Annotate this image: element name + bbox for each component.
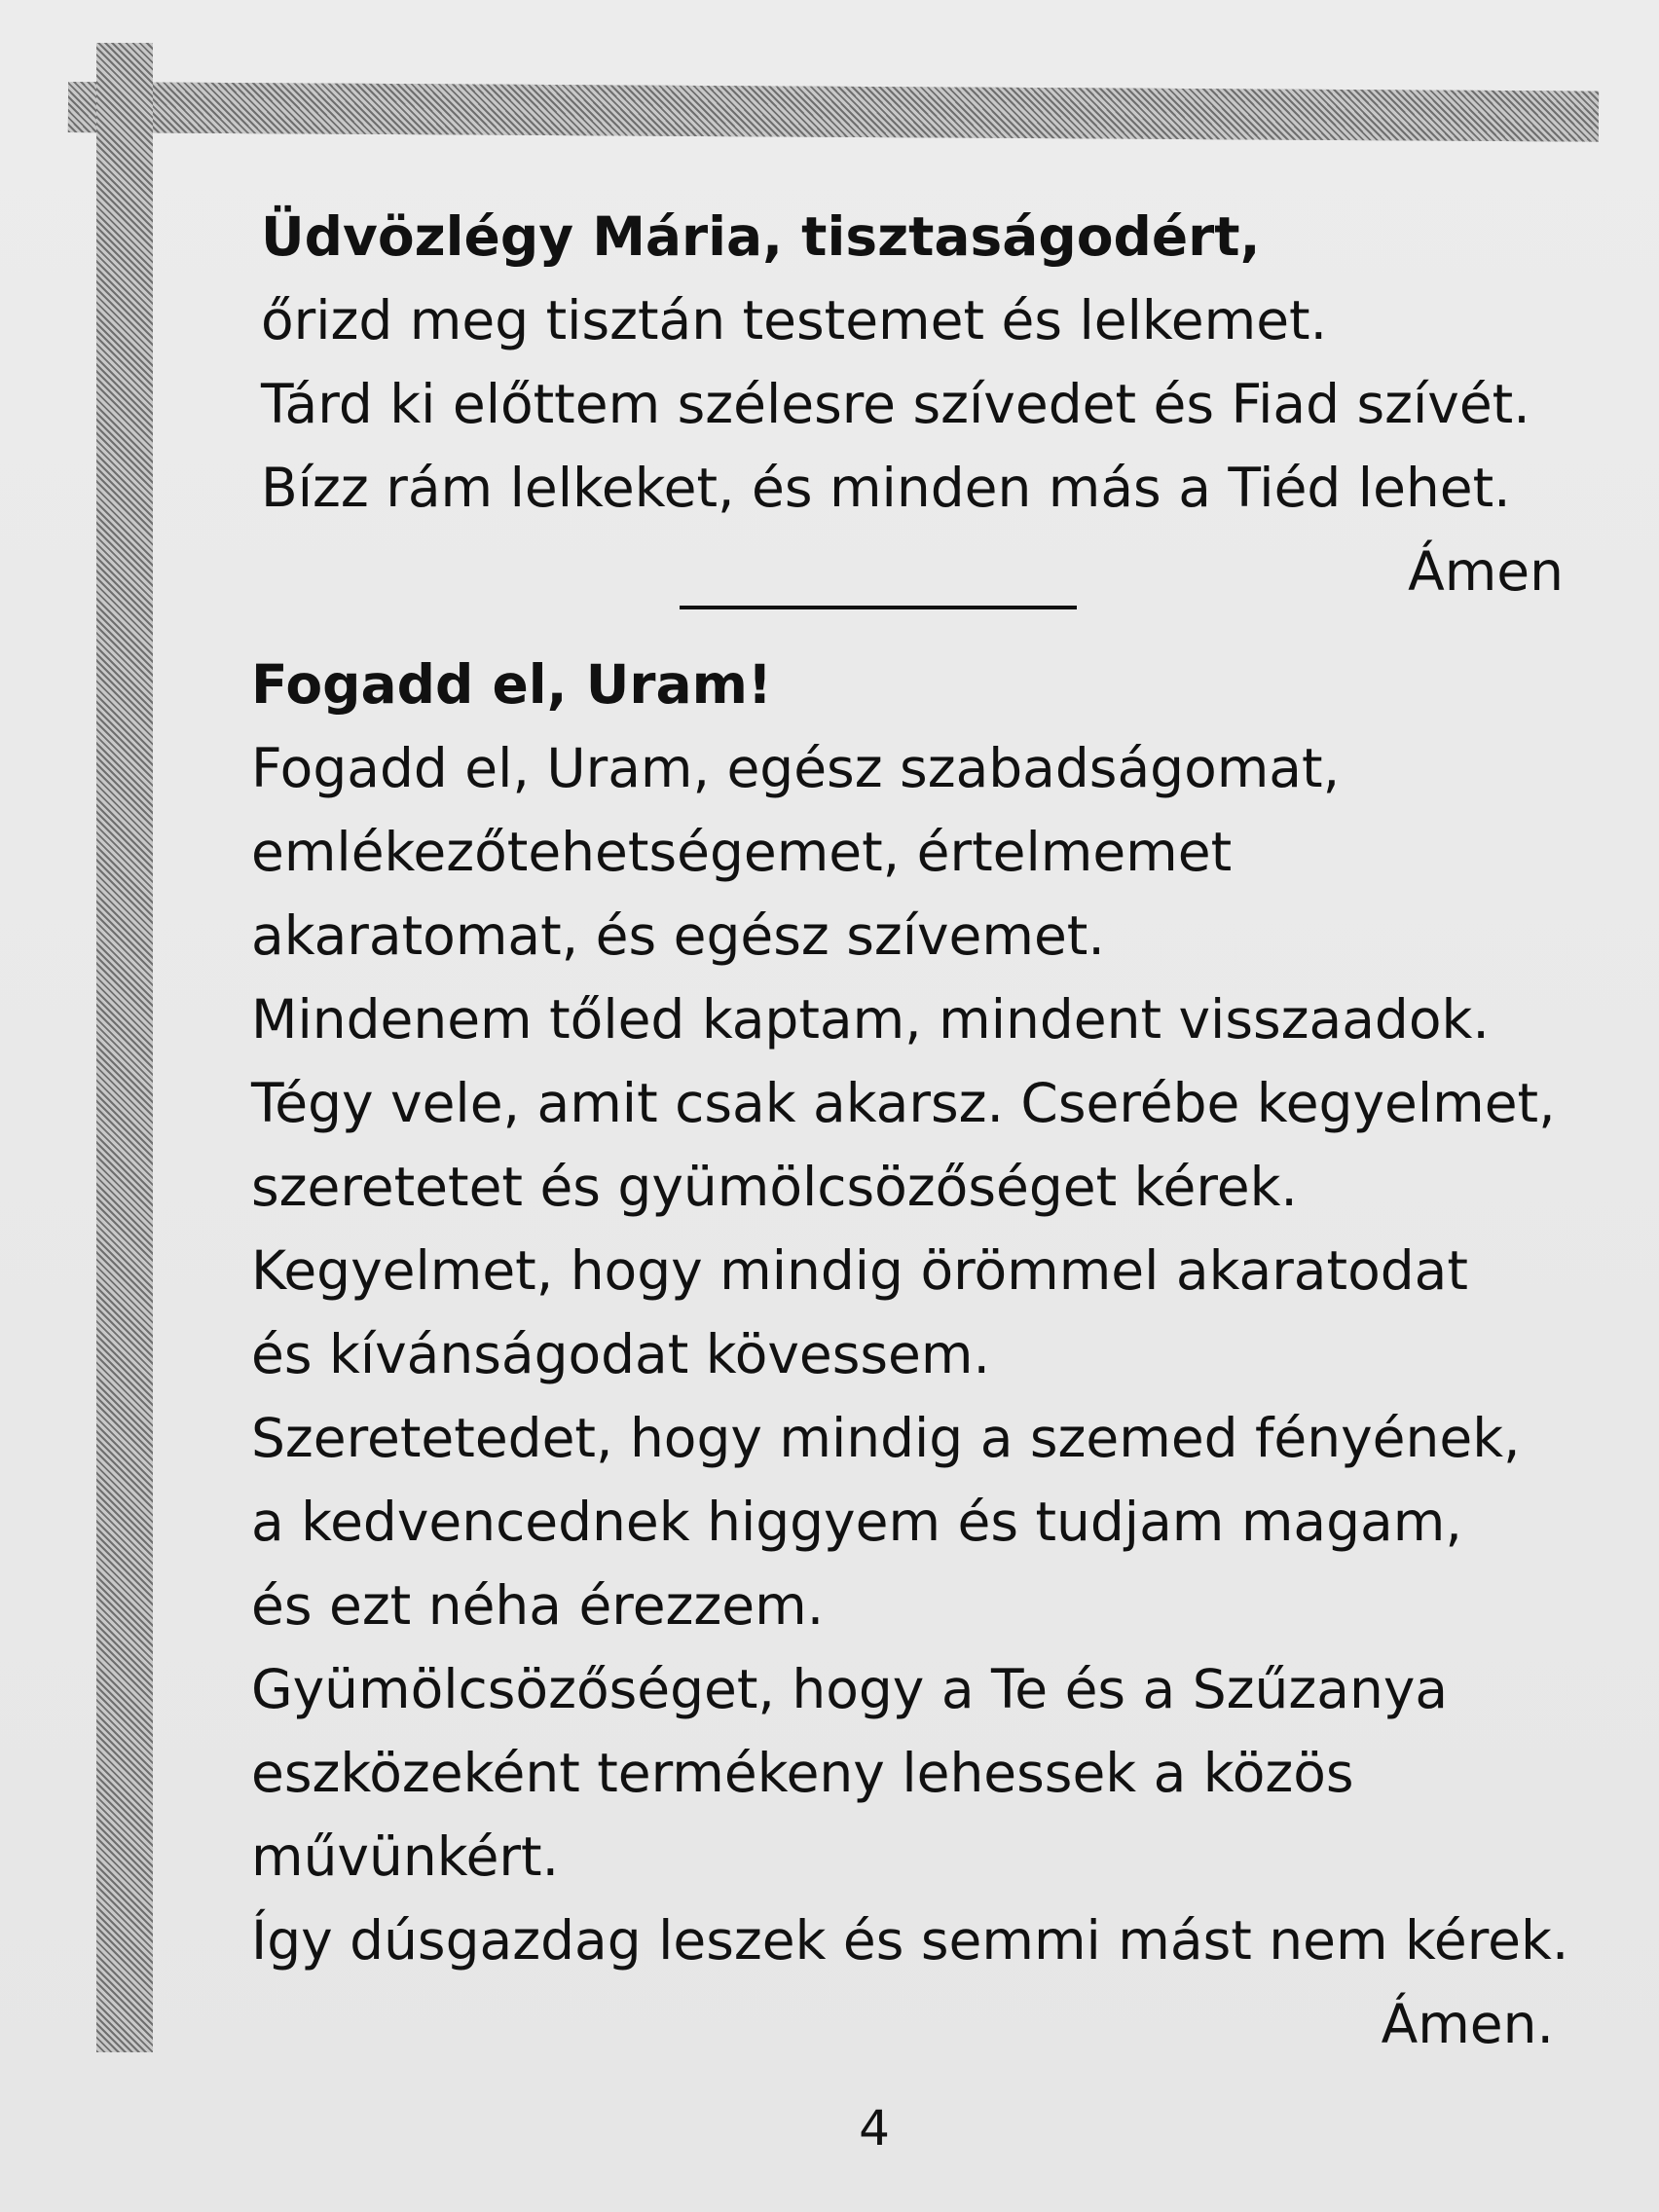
prayer-amen: Ámen	[1408, 540, 1564, 603]
prayer-line: Kegyelmet, hogy mindig örömmel akaratodat	[251, 1239, 1468, 1302]
prayer-line: a kedvencednek higgyem és tudjam magam,	[251, 1491, 1462, 1553]
prayer-accept-lord	[251, 643, 1575, 2066]
section-divider	[680, 606, 1077, 609]
prayer-line: Tárd ki előttem szélesre szívedet és Fiad szívét.	[261, 373, 1530, 435]
prayer-line: Tégy vele, amit csak akarsz. Cserébe kegyelmet,	[251, 1072, 1556, 1134]
prayer-line: Gyümölcsözőséget, hogy a Te és a Szűzanya	[251, 1658, 1449, 1720]
prayer-hail-mary	[261, 195, 1585, 613]
prayer-line: művünkért.	[251, 1825, 560, 1888]
prayer-line: őrizd meg tisztán testemet és lelkemet.	[261, 289, 1328, 351]
prayer-line: Mindenem tőled kaptam, mindent visszaadok.	[251, 988, 1490, 1051]
prayer-amen: Ámen.	[1381, 1993, 1554, 2055]
prayer-line: Így dúsgazdag leszek és semmi mást nem kérek.	[251, 1909, 1569, 1972]
prayer-title: Fogadd el, Uram!	[251, 653, 772, 716]
decorative-horizontal-bar	[68, 82, 1599, 142]
prayer-line: szeretetet és gyümölcsözőséget kérek.	[251, 1156, 1298, 1218]
prayer-title: Üdvözlégy Mária, tisztaságodért,	[261, 205, 1261, 268]
prayer-line: emlékezőtehetségemet, értelmemet	[251, 821, 1233, 883]
decorative-vertical-bar	[96, 43, 153, 2052]
prayer-line: és kívánságodat kövessem.	[251, 1323, 990, 1385]
prayer-line: és ezt néha érezzem.	[251, 1574, 825, 1637]
page-number: 4	[859, 2100, 890, 2157]
prayer-line: eszközeként termékeny lehessek a közös	[251, 1742, 1354, 1804]
prayer-line: Fogadd el, Uram, egész szabadságomat,	[251, 737, 1341, 799]
prayer-line: Szeretetedet, hogy mindig a szemed fényének,	[251, 1407, 1521, 1469]
prayer-line: Bízz rám lelkeket, és minden más a Tiéd lehet.	[261, 457, 1511, 519]
prayer-line: akaratomat, és egész szívemet.	[251, 904, 1105, 967]
